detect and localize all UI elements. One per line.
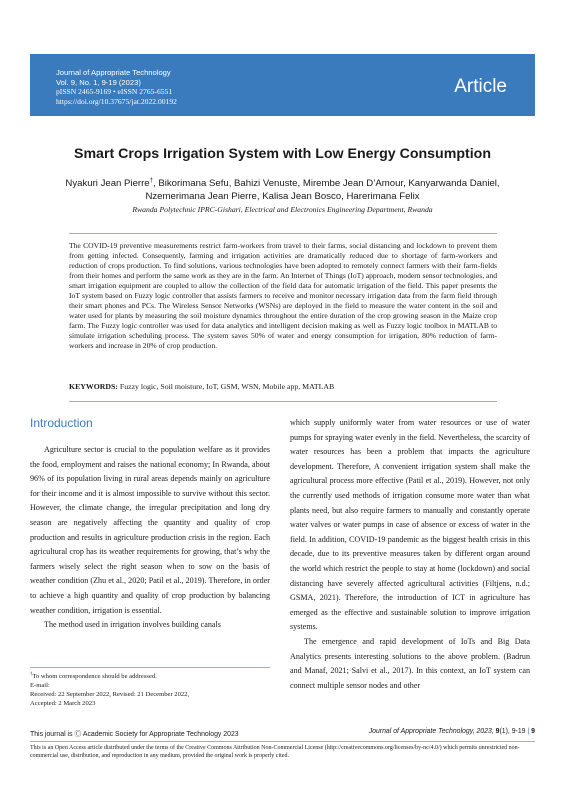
footnote-rule [30,667,270,668]
paragraph: which supply uniformly water from water resources or use of water pumps for spraying water evenly in the field. Nevertheless, the scarcity of water resources has been a problem that impacts the agriculture development. Therefore, A convenient irrigation system shall make the agricultural process more effective (Patil et al., 2019). However, not only the currently used methods of irrigation consume more water than what plants need, but also require farmers to manually and constantly operate water valves or water pumps in case of absence or excess of water in the field. In addition, COVID-19 pandemic as the biggest health crisis in this decade, due to its preventive measures taken by different organ around the world which restrict the people to stay at home (lockdown) and social distancing have severely affected agricultural activities (Filtjens, n.d.; GSMA, 2021). Therefore, the introduction of ICT in agriculture has emerged as the effective and sustainable solution to improve irrigation systems. [290,418,530,632]
footnote [30,671,270,708]
paragraph: The emergence and rapid development of IoTs and Big Data Analytics presents interesting solutions to the above problem. (Badrun and Manaf, 2021; Salvi et al., 2017). In this context, an IoT system can connect multiple sensor nodes and other [290,636,530,690]
journal-info [56,68,177,106]
license-rule [30,741,535,742]
corresponding-mark: † [149,178,153,184]
footnote-accepted: Accepted: 2 March 2023 [30,699,96,707]
coauthors-line-1: , Bikorimana Sefu, Bahizi Venuste, Mirembe Jean D’Amour, Kanyarwanda Daniel, [152,178,500,190]
journal-volume: Vol. 9, No. 1, 9-19 (2023) [56,77,141,87]
abstract-bottom-rule [69,401,497,402]
abstract-top-rule [69,233,497,234]
corresponding-author: Nyakuri Jean Pierre [65,178,150,190]
footnote-correspondence: †To whom correspondence should be addressed. [30,672,157,681]
section-heading-introduction: Introduction [30,416,93,430]
keywords-label: KEYWORDS: [69,382,118,391]
body-column-left [30,443,270,633]
author-line-1 [40,175,525,191]
article-doi[interactable]: https://doi.org/10.37675/jat.2022.00192 [56,96,177,106]
journal-issn: pISSN 2465-9169 • eISSN 2765-6551 [56,87,173,97]
journal-name: Journal of Appropriate Technology [56,68,171,77]
footnote-mark: † [30,672,33,677]
article-type-label: Article [454,76,507,97]
paragraph: Agriculture sector is crucial to the population welfare as it provides the food, employment and raises the national economy; In Rwanda, about 96% of its population living in rural areas depends mainly on agriculture for their income and it is almost impossible to survive without this sector. However, the climate change, the irregular precipitation and long dry season are negatively affecting the quantity and quality of crop production and results in agriculture production crisis in the region. Each agricultural crop has its weather requirements for growing, that’s why the farmers wisely select the right season when to sow on the basis of weather condition (Zhu et al., 2020; Patil et al., 2019). Therefore, in order to achieve a high quantity and quality of crop production by balancing weather condition, irrigation is essential. [30,445,270,615]
abstract-text: The COVID-19 preventive measurements restrict farm-workers from travel to their farms, social distancing and lockdown to prevent them from getting infected. Consequently, farming and irrigation activities are dramatically reduced due to shortage of farm-workers and reduction of crops production. To find solutions, various technologies have been adopted to remotely connect farmers with their farm-fields from their homes and perform the same work as they are in the farm. An Internet of Things (IoT) approach, modern sensor technologies, and smart irrigation equipment are coupled to allow the collection of the field data for automatic irrigation of the field. This paper presents the IoT system based on Fuzzy logic controller that assists farmers to receive and monitor necessary irrigation data from the farm field through their smart phones and PCs. The Wireless Sensor Networks (WSNs) are deployed in the field to measure the water content in the soil and water used for plants by measuring the soil moisture dynamics throughout the entire duration of the crop growing season in the Maize crop farm. The Fuzzy logic controller was used for data analytics and intelligent decision making as well as Fuzzy logic toolbox in MATLAB to simulate irrigation scheduling process. The system saves 50% of water and energy consumption for irrigation, 80% reduction of farm-workers and increase in 20% of crop production. [69,241,497,351]
author-list [40,175,525,203]
footnote-received: Received: 22 September 2022, Revised: 21 December 2022, [30,690,190,698]
author-affiliation: Rwanda Polytechnic IPRC-Gishari, Electrical and Electronics Engineering Department, Rwanda [132,205,433,214]
keywords [69,382,497,391]
keywords-list: Fuzzy logic, Soil moisture, IoT, GSM, WSN, Mobile app, MATLAB [119,382,335,391]
footnote-email: E-mail: [30,681,50,689]
paragraph: The method used in irrigation involves building canals [44,620,221,630]
license-notice: This is an Open Access article distributed under the terms of the Creative Commons Attribution Non-Commercial License (http://creativecommons.org/licenses/by-nc/4.0/) which permits unrestricted non-commercial use, distribution, and reproduction in any medium, provided the original work is properly cited. [30,745,520,759]
page-number: 9 [531,728,535,735]
author-line-2: Nzemerimana Jean Pierre, Kalisa Jean Bosco, Harerimana Felix [145,190,420,202]
page-footer-citation: Journal of Appropriate Technology, 2023, 9(1), 9-19 | 9 [368,728,535,735]
paper-title: Smart Crops Irrigation System with Low Energy Consumption [73,146,491,162]
page-footer-copyright: This journal is Ⓒ Academic Society for Appropriate Technology 2023 [30,731,239,738]
body-column-right [290,416,530,693]
